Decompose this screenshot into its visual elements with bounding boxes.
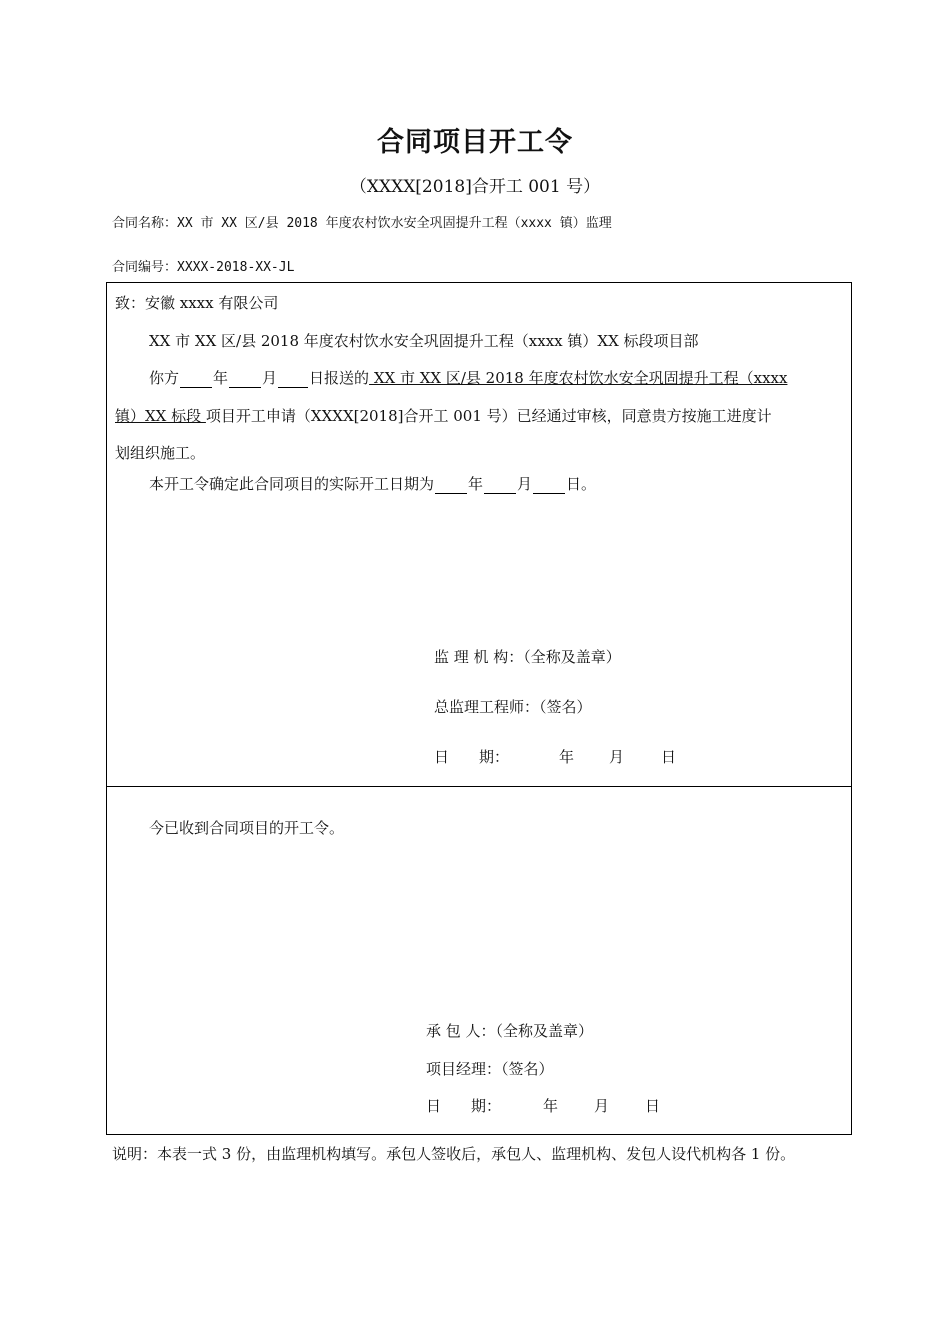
receipt-date-year: 年	[543, 1097, 559, 1115]
start-date-prefix: 本开工令确定此合同项目的实际开工日期为	[149, 475, 435, 493]
footnote: 说明：本表一式 3 份，由监理机构填写。承包人签收后，承包人、监理机构、发包人设代机构各 1 份。	[112, 1145, 796, 1163]
document-number: （XXXX[2018]合开工 001 号）	[349, 177, 601, 197]
project-name-underlined-1: XX 市 XX 区/县 2018 年度农村饮水安全巩固提升工程（xxxx	[369, 369, 788, 387]
receipt-text: 今已收到合同项目的开工令。	[149, 819, 345, 837]
order-date-month: 月	[609, 748, 625, 766]
start-date-line	[149, 473, 596, 494]
approval-paragraph-line-3: 划组织施工。	[115, 444, 206, 462]
receipt-date-label: 日 期：	[426, 1097, 502, 1115]
order-date-day: 日	[661, 748, 677, 766]
approval-text: 项目开工申请（XXXX[2018]合开工 001 号）已经通过审核，同意贵方按施工进度计	[205, 407, 772, 425]
start-year-blank	[435, 478, 467, 494]
receipt-date-day: 日	[645, 1097, 661, 1115]
day-blank	[278, 372, 308, 388]
order-date-label: 日 期：	[434, 748, 510, 766]
day-sent-label: 日报送的	[309, 369, 370, 387]
start-month-blank	[484, 478, 516, 494]
document-title: 合同项目开工令	[377, 127, 573, 158]
project-name-underlined-2: 镇）XX 标段	[115, 407, 206, 425]
order-date-year: 年	[559, 748, 575, 766]
contract-name: 合同名称：XX 市 XX 区/县 2018 年度农村饮水安全巩固提升工程（xxxx 镇）监理	[112, 216, 612, 231]
contract-number: 合同编号：XXXX-2018-XX-JL	[112, 260, 295, 275]
recipient: 致：安徽 xxxx 有限公司	[115, 294, 279, 312]
month-blank	[229, 372, 261, 388]
para-you: 你方	[149, 369, 180, 387]
receipt-date-month: 月	[594, 1097, 610, 1115]
project-manager-label: 项目经理：（签名）	[426, 1060, 554, 1078]
start-day-label: 日。	[566, 475, 597, 493]
recipient-department: XX 市 XX 区/县 2018 年度农村饮水安全巩固提升工程（xxxx 镇）XX 标段项目部	[149, 332, 699, 350]
contractor-label: 承 包 人：（全称及盖章）	[426, 1022, 594, 1040]
start-order-section	[106, 282, 852, 787]
start-year-label: 年	[468, 475, 484, 493]
start-month-label: 月	[517, 475, 533, 493]
approval-paragraph-line-2	[115, 405, 772, 426]
supervision-org-label: 监 理 机 构：（全称及盖章）	[434, 648, 621, 666]
month-label: 月	[262, 369, 278, 387]
start-day-blank	[533, 478, 565, 494]
approval-paragraph-line-1	[149, 367, 787, 388]
receipt-section	[106, 786, 852, 1135]
chief-engineer-label: 总监理工程师：（签名）	[434, 698, 592, 716]
year-blank	[180, 372, 212, 388]
year-label: 年	[213, 369, 229, 387]
